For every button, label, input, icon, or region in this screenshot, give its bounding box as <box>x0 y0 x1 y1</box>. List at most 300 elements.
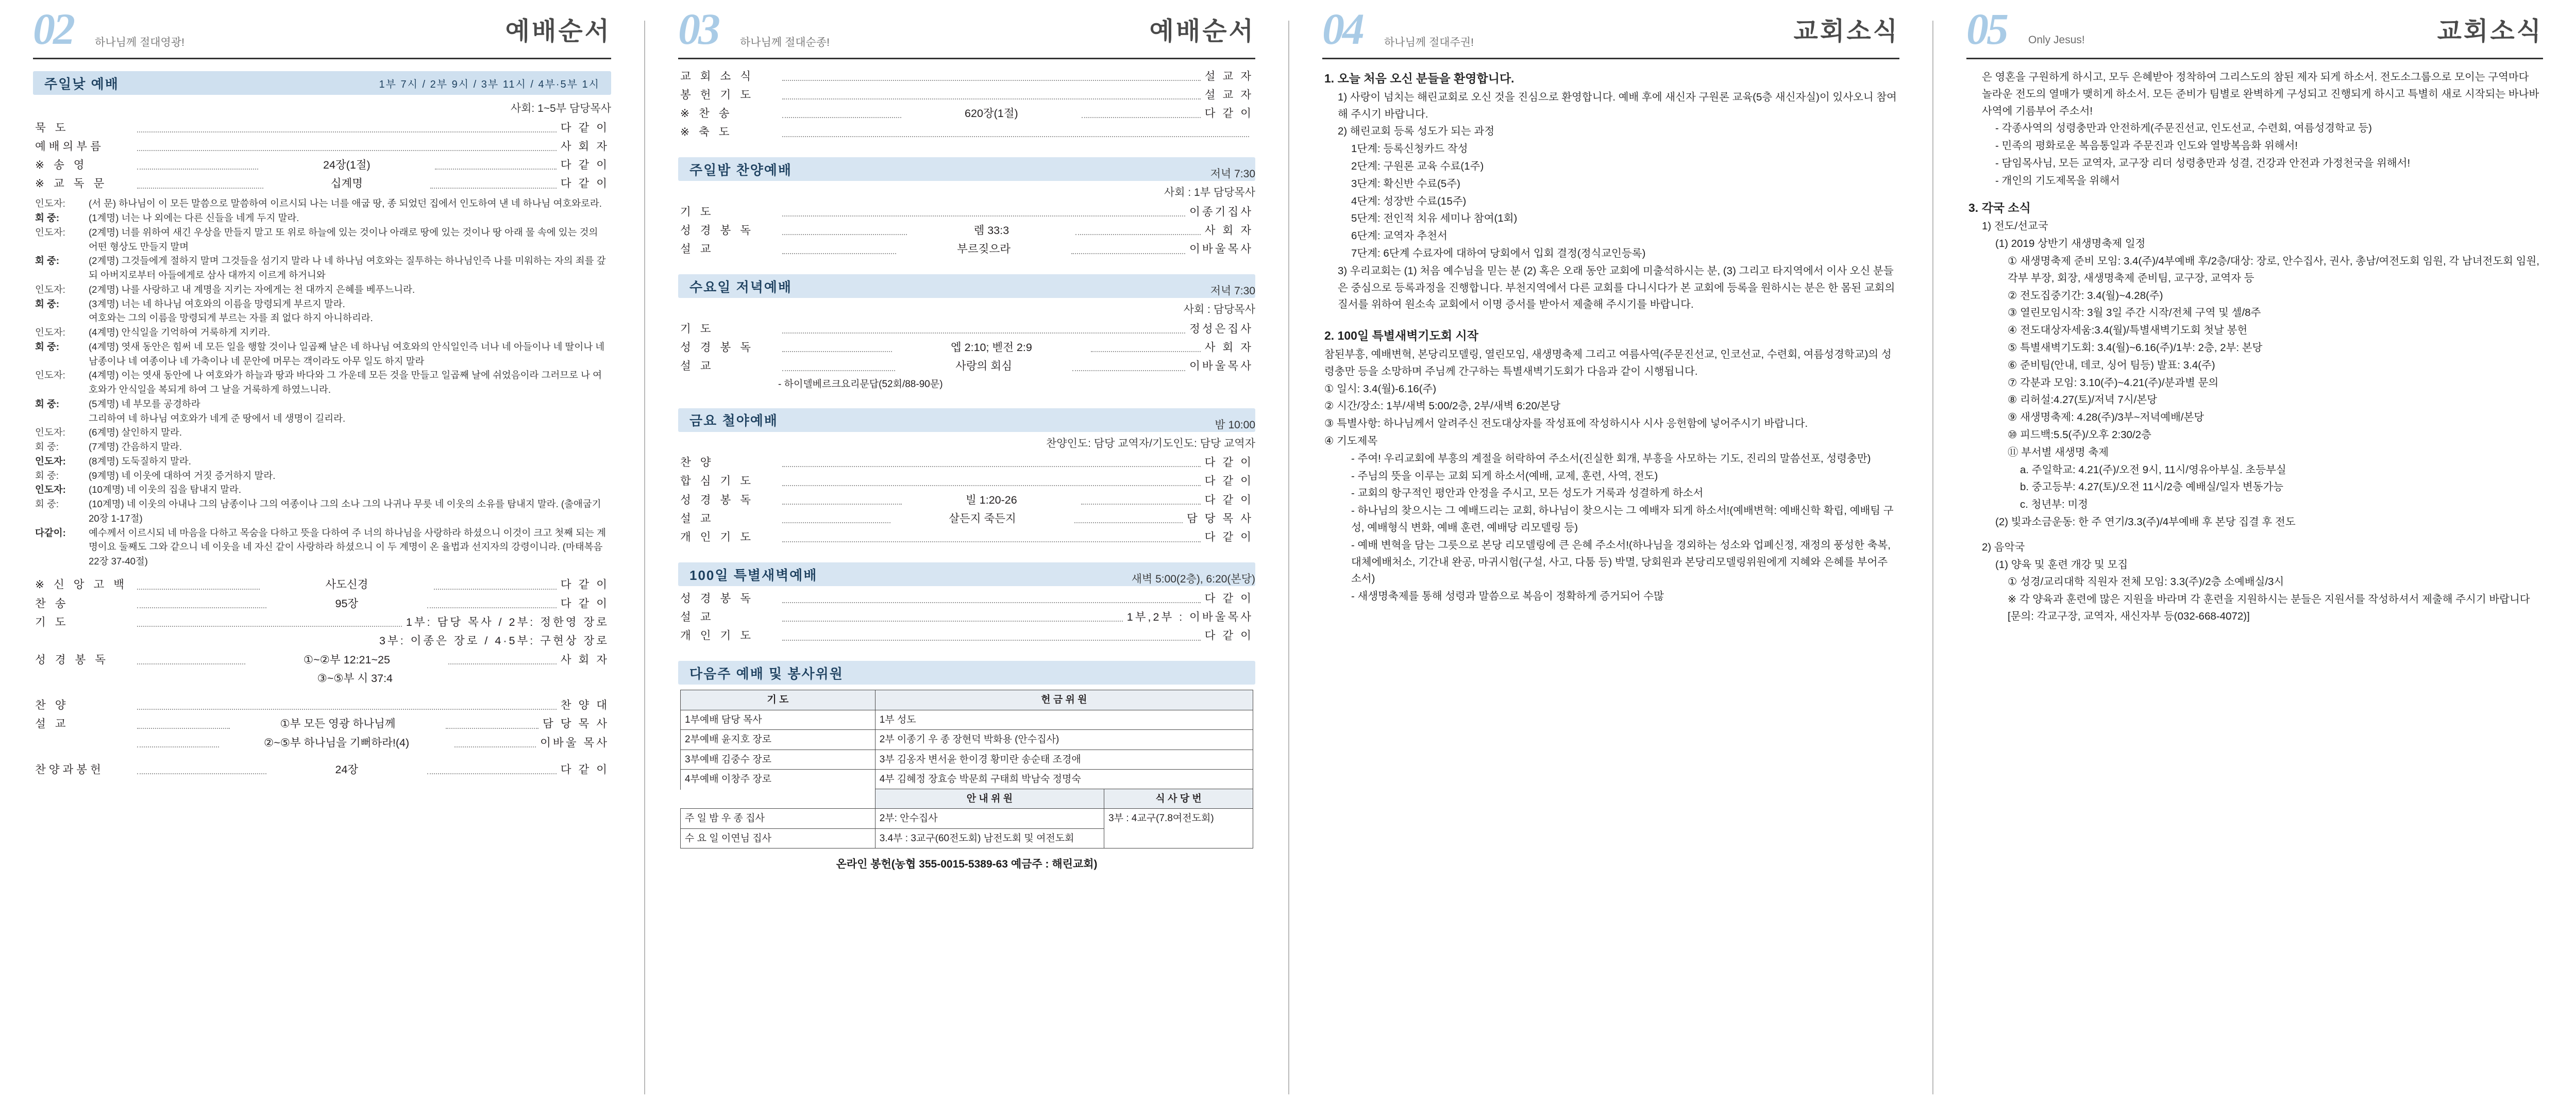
order-value: 다 같 이 <box>560 578 609 591</box>
dot-leader <box>782 536 1201 542</box>
service-time: 밤 10:00 <box>1215 419 1255 431</box>
order-value: 다 같 이 <box>1204 456 1253 469</box>
reading-text: 예수께서 이르시되 네 마음을 다하고 목숨을 다하고 뜻을 다하여 주 너의 하나님을 사랑하라 하셨으니 이것이 크고 첫째 되는 계명이요 둘째도 그와 같으니 네 이웃을 네 자신 같이 사랑하라 하셨으니 이 두 계명이 온 율법과 선지자의 강령이니라. (마태복음 22장 37-40절) <box>89 527 606 567</box>
order-rows <box>680 454 1253 547</box>
order-value: 다 같 이 <box>560 159 609 172</box>
dot-leader <box>430 182 557 189</box>
dot-leader <box>137 584 260 590</box>
news-item: 4단계: 성장반 수료(15주) <box>1351 195 1467 207</box>
officiant-note: 찬양인도: 담당 교역자/기도인도: 담당 교역자 <box>1046 437 1255 450</box>
news-item: 참된부흥, 예배변혁, 본당리모델링, 열린모임, 새생명축제 그리고 여름사역(주문진선교, 인코선교, 수련회, 여름성경학교)의 성령충만 등을 소망하며 주님께 간구하는 특별새벽기도회가 다음과 같이 시행됩니다. <box>1324 348 1892 377</box>
news-item: ① 일시: 3.4(월)-6.16(주) <box>1324 382 1437 395</box>
order-row <box>680 472 1253 491</box>
order-label: 기 도 <box>35 615 69 628</box>
officiant-note: 사회 : 1부 담당목사 <box>1164 187 1255 199</box>
dot-leader <box>137 126 557 132</box>
reading-line <box>35 196 609 211</box>
news-item: 3) 우리교회는 (1) 처음 예수님을 믿는 분 (2) 혹은 오래 동안 교회에 미출석하시는 분, (3) 그리고 타지역에서 이사 오신 분들은 중심으로 등록과정을 진행합니다. 부천지역에서 다른 교회를 다니시다가 본 교회에 등록을 원하시는 분은 한 몸된 교회의 질서를 위하여 원소속 교회에서 이명 증서를 받아서 제출해 주시기를 바랍니다. <box>1338 264 1895 311</box>
order-label: 성 경 봉 독 <box>680 493 754 506</box>
order-value: 다 같 이 <box>1204 629 1253 642</box>
section-title: 100일 특별새벽예배 <box>689 567 818 583</box>
officiant-note: 사회 : 담당목사 <box>1183 304 1255 316</box>
order-row <box>35 715 609 734</box>
order-value: 설 교 자 <box>1204 70 1253 82</box>
order-label: 찬 양 <box>35 699 69 712</box>
news-heading: 1. 오늘 처음 오신 분들을 환영합니다. <box>1324 72 1514 85</box>
dot-leader <box>1075 229 1200 235</box>
reading-line <box>35 225 609 254</box>
order-detail: 사랑의 회심 <box>955 360 1012 373</box>
reading-speaker: 인도자: <box>35 427 65 438</box>
order-row <box>680 240 1253 259</box>
news-list <box>1324 69 1897 605</box>
cell: 1부 성도 <box>875 710 1253 730</box>
news-item: - 새생명축제를 통해 성령과 말씀으로 복음이 정확하게 증거되어 수많 <box>1351 590 1664 603</box>
order-value: 사 회 자 <box>560 653 610 666</box>
reading-text: (10계명) 네 이웃의 아내나 그의 남종이나 그의 여종이나 그의 소나 그의 나귀나 무릇 네 이웃의 소유를 탐내지 말라. (출애굽기 20장 1-17절) <box>89 498 601 524</box>
cell: 수 요 일 이연님 집사 <box>681 828 875 848</box>
news-item: ※ 각 양육과 훈련에 많은 지원을 바라며 각 훈련을 지원하시는 분들은 지원서를 작성하셔서 제출해 주시기 바랍니다[문의: 각교구장, 교역자, 새신자부 등(032-668-4072)] <box>2008 593 2530 622</box>
order-label: 교 회 소 식 <box>680 70 754 82</box>
order-row <box>680 510 1253 528</box>
dot-leader <box>427 602 557 608</box>
dot-leader <box>454 741 536 747</box>
reading-text: (4계명) 이는 엿새 동안에 나 여호와가 하늘과 땅과 바다와 그 가운데 모든 것을 만들고 일곱째 날에 쉬었음이라 그러므로 나 여호와가 안식일을 복되게 하여 그 날을 거룩하게 하였느니라. <box>89 370 602 395</box>
dot-leader <box>446 723 538 729</box>
news-item: b. 중고등부: 4.27(토)/오전 11시/2층 예배실/일자 변동가능 <box>2020 481 2284 493</box>
cell: 3부예배 김중수 장로 <box>681 750 875 770</box>
slogan: Only Jesus! <box>2028 34 2085 46</box>
order-value: 다 같 이 <box>560 597 609 610</box>
order-label: 설 교 <box>680 512 714 525</box>
order-row <box>35 576 609 594</box>
cell: 2부예배 윤지호 장로 <box>681 730 875 750</box>
order-value: 이바울목사 <box>1189 360 1253 373</box>
order-value: 다 같 이 <box>1204 107 1254 120</box>
cell: 2부: 안수집사 <box>875 809 1104 829</box>
order-row <box>680 357 1253 376</box>
reading-speaker <box>35 311 89 325</box>
cell: 3부 : 4교구(7.8여전도회) <box>1104 809 1253 848</box>
dot-leader <box>782 229 907 235</box>
page-title: 예배순서 <box>505 18 611 45</box>
order-rows-top <box>680 67 1253 142</box>
order-row <box>35 119 609 137</box>
news-item: - 예배 변혁을 담는 그릇으로 본당 리모델링에 큰 은혜 주소서!(하나님을 경외하는 성소와 업폐신정, 재정의 풍성한 축복, 대체에배처소, 기간내 완공, 마귀시험(구설, 사고, 다툼 등) 박멸, 당회원과 본당리모델링위원에게 지혜와 은혜를 부어주소서) <box>1351 539 1891 585</box>
news-heading: 3. 각국 소식 <box>1968 201 2031 214</box>
order-row <box>35 156 609 175</box>
order-value: 담 당 목 사 <box>1187 512 1254 525</box>
news-item: (2) 빛과소금운동: 한 주 연기/3.3(주)/4부예배 후 본당 집결 후 전도 <box>1995 515 2296 528</box>
cell: 3.4부 : 3교구(60전도회) 남전도회 및 여전도회 <box>875 828 1104 848</box>
order-detail: ②~⑤부 하나님을 기뻐하라!(4) <box>263 736 410 749</box>
dot-leader <box>782 461 1201 467</box>
dot-leader <box>137 182 263 189</box>
reading-speaker: 다같이: <box>35 527 66 538</box>
dot-leader <box>1074 517 1183 523</box>
order-row <box>35 734 609 752</box>
order-value: 다 같 이 <box>560 121 609 134</box>
dot-leader <box>137 621 402 627</box>
section-bar-sunday-day <box>33 71 611 95</box>
cell: 3부 김옹자 변서윤 한이경 황미란 송순태 조경애 <box>875 750 1253 770</box>
order-row <box>680 376 1253 392</box>
order-label: ※ 찬 송 <box>680 107 733 120</box>
slogan: 하나님께 절대순종! <box>740 37 830 48</box>
table-row <box>681 750 1253 770</box>
order-detail: - 하이델베르크요리문답(52회/88-90문) <box>778 378 943 390</box>
col-header-usher: 안 내 위 원 <box>875 789 1104 809</box>
order-value: 다 같 이 <box>1204 475 1253 488</box>
news-item: ② 전도집중기간: 3.4(월)~4.28(주) <box>2008 289 2163 302</box>
order-detail: ③~⑤부 시 37:4 <box>317 672 393 685</box>
reading-speaker: 회 중: <box>35 498 59 509</box>
news-heading: 2. 100일 특별새벽기도회 시작 <box>1324 329 1478 343</box>
dot-leader <box>1091 346 1201 352</box>
order-detail: 빌 1:20-26 <box>966 493 1017 506</box>
order-value: 다 같 이 <box>560 763 609 776</box>
news-item: - 담임목사님, 모든 교역자, 교구장 리더 성령충만과 성결, 건강과 안전과 가정천국을 위해서! <box>1995 157 2411 169</box>
dot-leader <box>1082 112 1201 118</box>
dot-leader <box>782 365 895 371</box>
order-row <box>680 86 1253 104</box>
news-item: 2) 음악국 <box>1982 541 2025 553</box>
news-item: 5단계: 전인적 치유 세미나 참여(1회) <box>1351 212 1518 225</box>
order-value: 이종기집사 <box>1189 205 1253 218</box>
order-row <box>35 594 609 613</box>
order-label: 설 교 <box>680 610 714 623</box>
dot-leader <box>137 723 230 729</box>
table-row <box>681 809 1253 829</box>
duty-table-2 <box>680 789 1253 849</box>
reading-line <box>35 254 609 282</box>
header-rule <box>33 58 611 59</box>
order-row <box>35 669 609 688</box>
section-bar-duty <box>678 661 1255 685</box>
reading-speaker: 인도자: <box>35 226 65 238</box>
news-item: ⑧ 리허설:4.27(토)/저녁 7시/본당 <box>2008 394 2158 406</box>
order-detail: 620장(1절) <box>965 107 1018 120</box>
reading-speaker: 회 중: <box>35 212 60 223</box>
order-label: 기 도 <box>680 205 714 218</box>
news-item: - 교회의 항구적인 평안과 안정을 주시고, 모든 성도가 거룩과 성결하게 하소서 <box>1351 487 1704 500</box>
column-05 <box>1933 0 2576 1115</box>
order-detail: 24장(1절) <box>323 159 371 172</box>
order-label: 기 도 <box>680 322 714 335</box>
dot-leader <box>782 75 1201 81</box>
reading-speaker: 인도자: <box>35 370 65 381</box>
order-row <box>680 67 1253 86</box>
order-label: 찬 송 <box>35 597 69 610</box>
reading-speaker: 인도자: <box>35 198 65 209</box>
dot-leader <box>137 602 266 608</box>
order-value: 이바울목사 <box>1189 243 1254 256</box>
order-label: 성 경 봉 독 <box>680 592 754 605</box>
reading-speaker: 회 중: <box>35 341 60 352</box>
order-row <box>35 651 609 669</box>
news-item: 1) 사랑이 넘치는 해린교회로 오신 것을 진심으로 환영합니다. 예배 후에 새신자 구원론 교육(5층 새신자실)이 있사오니 참여해 주시기 바랍니다. <box>1338 91 1897 120</box>
order-label: 개 인 기 도 <box>680 629 754 642</box>
order-value: 1부: 담당 목사 / 2부: 정한영 장로 <box>406 615 609 628</box>
order-row <box>680 528 1253 547</box>
news-item: ⑩ 피드백:5.5(주)/오후 2:30/2층 <box>2008 428 2151 441</box>
order-row <box>680 123 1253 142</box>
cell: 4부예배 이창주 장로 <box>681 770 875 790</box>
service-time: 저녁 7:30 <box>1210 168 1255 180</box>
news-item: - 하나님의 찾으시는 그 예배드리는 교회, 하나님이 찾으시는 그 예배자 되게 하소서!(예배변혁: 예배신학 확립, 예배팀 구성, 예배형식 변화, 예배 훈련, 예배당 리모델링 등) <box>1351 505 1894 534</box>
news-item: 1) 전도/선교국 <box>1982 220 2048 232</box>
col-header-offering: 헌 금 위 원 <box>875 690 1253 710</box>
reading-speaker: 회 중: <box>35 298 60 309</box>
service-time: 저녁 7:30 <box>1210 285 1255 297</box>
news-item: ⑪ 부서별 새생명 축제 <box>2008 446 2109 458</box>
order-label: 성 경 봉 독 <box>680 341 754 354</box>
news-item: (1) 2019 상반기 새생명축제 일정 <box>1995 238 2146 250</box>
order-label: 봉 헌 기 도 <box>680 88 754 101</box>
dot-leader <box>1071 248 1185 254</box>
news-item: - 각종사역의 성령충만과 안전하게(주문진선교, 인도선교, 수련회, 여름성경학교 등) <box>1995 122 2372 135</box>
section-title: 수요일 저녁예배 <box>689 279 793 295</box>
order-value: 사 회 자 <box>1204 341 1253 354</box>
order-rows-1 <box>35 119 609 193</box>
order-value: 다 같 이 <box>1204 531 1253 544</box>
dot-leader <box>782 517 890 523</box>
service-time: 새벽 5:00(2층), 6:20(본당) <box>1131 573 1255 586</box>
dot-leader <box>782 615 1123 622</box>
reading-text: (1계명) 너는 나 외에는 다른 신들을 네게 두지 말라. <box>89 212 299 223</box>
header-rule <box>678 58 1255 59</box>
reading-line <box>35 211 609 225</box>
reading-line <box>35 397 609 411</box>
col-header-meal: 식 사 당 번 <box>1104 789 1253 809</box>
reading-text: (8계명) 도둑질하지 말라. <box>89 455 191 467</box>
reading-text: (3계명) 너는 네 하나님 여호와의 이름을 망령되게 부르지 말라. <box>89 298 345 309</box>
reading-text: (4계명) 안식일을 기억하여 거룩하게 지키라. <box>89 327 271 338</box>
slogan: 하나님께 절대주권! <box>1384 37 1474 48</box>
order-detail: 렘 33:3 <box>973 224 1009 237</box>
cell: 주 일 밤 우 종 집사 <box>681 809 875 829</box>
spacer-cell <box>681 789 875 809</box>
order-row <box>680 608 1253 626</box>
order-label: 설 교 <box>680 243 714 256</box>
order-value: 이바울 목사 <box>540 736 609 749</box>
dot-leader <box>137 163 258 170</box>
news-item: 2) 해린교회 등록 성도가 되는 과정 <box>1338 125 1495 138</box>
reading-text: (10계명) 네 이웃의 집을 탐내지 말라. <box>89 484 242 495</box>
news-item: ④ 전도대상자세움:3.4(월)/특별새벽기도회 첫날 봉헌 <box>2008 324 2248 337</box>
online-offering-note: 온라인 봉헌(농협 355-0015-5389-63 예금주 : 해린교회) <box>836 858 1098 871</box>
page-number: 03 <box>678 4 718 54</box>
reading-line <box>35 297 609 311</box>
order-label: 성 경 봉 독 <box>680 224 754 237</box>
order-detail: 부르짖으라 <box>957 243 1011 256</box>
news-item: - 주여! 우리교회에 부흥의 계절을 허락하여 주소서(진실한 회개, 부흥을 사모하는 기도, 진리의 말씀선포, 성령충만) <box>1351 452 1871 464</box>
order-value: 3부: 이종은 장로 / 4·5부: 구현상 장로 <box>379 635 609 647</box>
order-label: 찬양과봉헌 <box>35 763 104 776</box>
order-label: 개 인 기 도 <box>680 531 754 544</box>
reading-speaker: 회 중: <box>35 255 60 267</box>
order-row <box>35 137 609 156</box>
reading-text: (2계명) 그것들에게 절하지 말며 그것들을 섬기지 말라 나 네 하나님 여호와는 질투하는 하나님인즉 나를 미워하는 자의 죄를 갚되 아버지로부터 아들에게로 삼사 대까지 이르게 하거니와 <box>89 255 606 280</box>
order-row <box>680 454 1253 472</box>
dot-leader <box>427 768 557 774</box>
reading-line <box>35 454 609 469</box>
dot-leader <box>137 741 219 747</box>
order-detail: 95장 <box>335 597 359 610</box>
column-02 <box>0 0 644 1115</box>
reading-text: (2계명) 나를 사랑하고 내 계명을 지키는 자에게는 천 대까지 은혜를 베푸느니라. <box>89 284 415 295</box>
news-item: ⑥ 준비팀(안내, 데코, 싱어 팀등) 발표: 3.4(주) <box>2008 359 2215 371</box>
news-item: 7단계: 6단계 수료자에 대하여 당회에서 입회 결정(정식교인등록) <box>1351 247 1646 259</box>
order-rows-2 <box>35 576 609 779</box>
cell: 2부 이종기 우 종 장현덕 박화용 (안수집사) <box>875 730 1253 750</box>
reading-text: (6계명) 살인하지 말라. <box>89 427 182 438</box>
news-item: - 주님의 뜻을 이루는 교회 되게 하소서(예배, 교제, 훈련, 사역, 전도) <box>1351 470 1658 482</box>
order-row <box>680 105 1253 123</box>
order-label: ※ 신 앙 고 백 <box>35 578 127 591</box>
dot-leader <box>782 346 892 352</box>
news-item: 1단계: 등록신청카드 작성 <box>1351 143 1468 155</box>
reading-line <box>35 311 609 325</box>
dot-leader <box>434 584 557 590</box>
table-row <box>681 730 1253 750</box>
reading-line <box>35 526 609 569</box>
dot-leader <box>1081 498 1201 505</box>
reading-speaker <box>35 411 89 426</box>
spacer <box>1968 190 2541 197</box>
dot-leader <box>448 658 557 664</box>
order-row <box>680 203 1253 221</box>
order-value: 다 같 이 <box>1204 493 1253 506</box>
reading-text: 여호와는 그의 이름을 망령되게 부르는 자를 죄 없다 하지 아니하리라. <box>89 312 373 324</box>
order-label: 찬 양 <box>680 456 714 469</box>
reading-line <box>35 497 609 526</box>
order-row <box>680 589 1253 608</box>
order-detail: ①부 모든 영광 하나님께 <box>280 718 396 730</box>
order-label: 묵 도 <box>35 121 69 134</box>
news-item: 2단계: 구원론 교육 수료(1주) <box>1351 160 1484 172</box>
order-value: 1부,2부 : 이바울목사 <box>1126 610 1253 623</box>
spacer <box>1324 314 1897 321</box>
reading-text: (9계명) 네 이웃에 대하여 거짓 증거하지 말라. <box>89 470 276 481</box>
dot-leader <box>137 145 557 151</box>
order-detail: ①~②부 12:21~25 <box>303 653 390 666</box>
news-item: 6단계: 교역자 추천서 <box>1351 230 1447 242</box>
order-label: 예배의부름 <box>35 140 104 153</box>
section-title: 주일낮 예배 <box>44 76 119 92</box>
order-value: 찬 양 대 <box>560 699 609 712</box>
slogan: 하나님께 절대영광! <box>95 37 184 48</box>
order-row <box>35 175 609 193</box>
order-label: ※ 축 도 <box>680 126 733 139</box>
dot-leader <box>782 210 1185 217</box>
dot-leader <box>137 704 557 710</box>
news-item: ③ 열린모임시작: 3월 3일 주간 시작/전체 구역 및 셀/8주 <box>2008 307 2261 319</box>
news-item: a. 주일학교: 4.21(주)/오전 9시, 11시/영유아부실. 초등부실 <box>2020 463 2286 476</box>
section-title: 금요 철야예배 <box>689 413 778 429</box>
spacer <box>1968 531 2541 539</box>
news-item: ③ 특별사항: 하나님께서 알려주신 전도대상자를 작성표에 작성하시사 시사 응헌함에 넣어주시기 바랍니다. <box>1324 418 1808 430</box>
reading-speaker: 인도자: <box>35 484 66 495</box>
order-row <box>680 222 1253 240</box>
dot-leader <box>782 498 902 505</box>
reading-speaker: 인도자: <box>35 327 65 338</box>
reading-speaker: 회 중: <box>35 398 60 409</box>
dot-leader <box>782 480 1201 486</box>
order-row <box>35 761 609 779</box>
order-detail: 십계명 <box>330 177 363 190</box>
table-row <box>681 770 1253 790</box>
order-row <box>680 627 1253 645</box>
dot-leader <box>137 658 245 664</box>
reading-line <box>35 368 609 397</box>
news-item: ⑨ 새생명축제: 4.28(주)/3부~저녁예배/본당 <box>2008 411 2204 424</box>
dot-leader <box>435 163 556 170</box>
cell: 4부 김혜정 장효승 박문희 구태희 박남숙 정명숙 <box>875 770 1253 790</box>
order-value: 설 교 자 <box>1204 88 1253 101</box>
service-times: 1부 7시 / 2부 9시 / 3부 11시 / 4부·5부 1시 <box>379 78 600 90</box>
reading-speaker: 회 중: <box>35 441 59 452</box>
order-rows <box>680 320 1253 392</box>
news-item: ① 새생명축제 준비 모임: 3.4(주)/4부예배 후/2층/대상: 장로, 안수집사, 권사, 총남/여전도회 임원, 각 남녀전도회 임원, 각부 부장, 회장, 새생명축제 준비팀, 교구장, 교역자 등 <box>2008 255 2539 284</box>
column-03 <box>645 0 1288 1115</box>
order-value: 사 회 자 <box>560 140 609 153</box>
column-04-header <box>1307 0 1915 62</box>
section-title: 다음주 예배 및 봉사위원 <box>689 665 844 681</box>
reading-line <box>35 469 609 483</box>
order-value: 정성은집사 <box>1189 322 1253 335</box>
news-item: - 개인의 기도제목을 위해서 <box>1995 174 2120 187</box>
reading-line <box>35 425 609 440</box>
news-item: c. 청년부: 미정 <box>2020 498 2089 511</box>
news-item: (1) 양육 및 훈련 개강 및 모집 <box>1995 558 2128 571</box>
order-label: 설 교 <box>680 360 714 373</box>
column-03-header <box>663 0 1271 62</box>
reading-speaker: 인도자: <box>35 455 66 467</box>
order-label: 성 경 봉 독 <box>35 653 109 666</box>
page-number: 04 <box>1322 4 1362 54</box>
column-05-header <box>1951 0 2558 62</box>
news-list <box>1968 69 2541 625</box>
news-item: ② 시간/장소: 1부/새벽 5:00/2층, 2부/새벽 6:20/본당 <box>1324 400 1561 412</box>
order-rows <box>680 589 1253 645</box>
dot-leader <box>1072 365 1185 371</box>
officiant-note: 사회: 1~5부 담당목사 <box>510 103 611 114</box>
order-row <box>35 613 609 631</box>
dot-leader <box>782 635 1201 641</box>
duty-table <box>680 690 1253 790</box>
news-item: 3단계: 확신반 수료(5주) <box>1351 177 1460 190</box>
reading-line <box>35 411 609 426</box>
table-row <box>681 710 1253 730</box>
dot-leader <box>782 112 901 118</box>
page-number: 05 <box>1966 4 2007 54</box>
news-item: ④ 기도제목 <box>1324 435 1378 447</box>
order-value: 사 회 자 <box>1204 224 1253 237</box>
page-title: 교회소식 <box>1793 18 1899 45</box>
reading-speaker: 인도자: <box>35 284 65 295</box>
order-detail: 사도신경 <box>325 578 368 591</box>
dot-leader <box>782 131 1249 137</box>
dot-leader <box>782 93 1201 99</box>
order-row <box>35 696 609 715</box>
reading-text: (5계명) 네 부모를 공경하라 <box>89 398 200 409</box>
order-row <box>35 632 609 651</box>
reading-text: (서 문) 하나님이 이 모든 말씀으로 말씀하여 이르시되 나는 너를 애굽 땅, 종 되었던 집에서 인도하여 낸 네 하나님 여호와로라. <box>89 198 602 209</box>
column-02-header <box>18 0 627 62</box>
reading-speaker: 회 중: <box>35 470 59 481</box>
page-title: 교회소식 <box>2437 18 2543 45</box>
